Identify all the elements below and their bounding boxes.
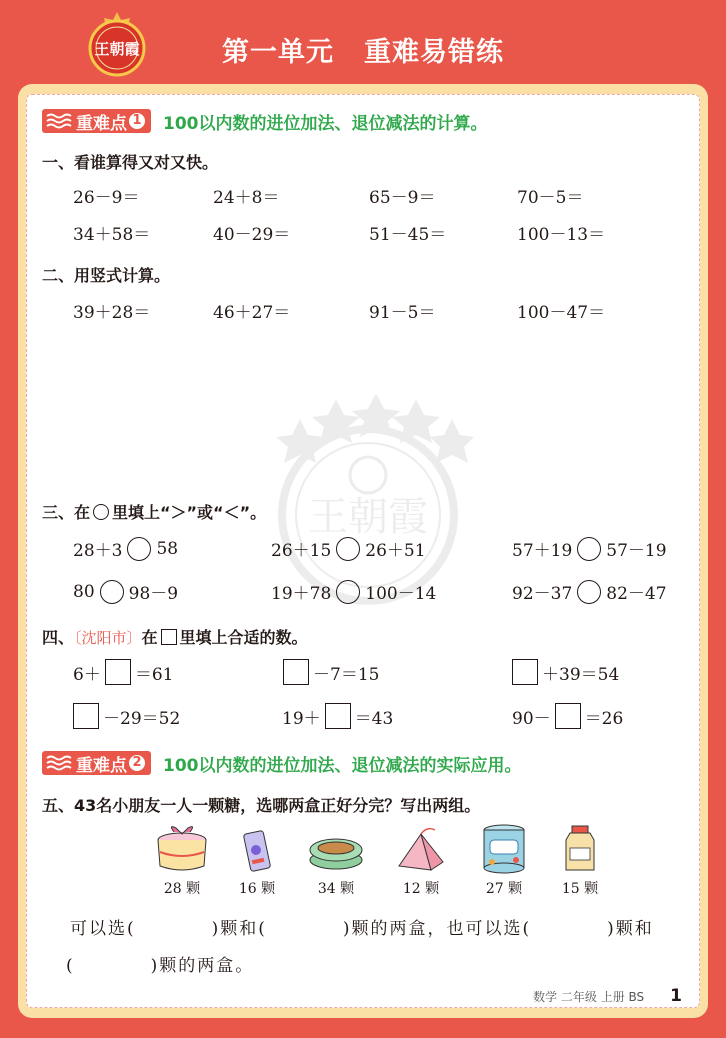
q4-title-mid: 在 [141,628,158,647]
fill-item [512,703,623,729]
section2-text: 100以内数的进位加法、退位减法的实际应用。 [163,755,522,776]
fill-text: ＋39＝54 [542,664,620,685]
q4-title [42,625,308,648]
q1-expr: 26－9＝ [73,188,140,208]
q3-title-post: 里填上“＞”或“＜”。 [112,503,267,522]
box-placeholder-icon [161,629,177,645]
q1-expr: 34＋58＝ [73,225,151,245]
compare-item [512,579,667,604]
compare-item [271,536,426,561]
fill-text: －29＝52 [103,708,181,729]
wave-icon [46,755,72,771]
fill-item [282,703,393,729]
unit-title: 第一单元 [222,37,334,68]
candy-count: 34 颗 [317,881,355,897]
section1-number: 1 [129,113,145,129]
fill-item [279,659,379,685]
q1-expr: 100－13＝ [517,225,606,245]
section1-text: 100以内数的进位加法、退位减法的计算。 [163,113,488,134]
q4-title-pre: 四、 [42,628,75,647]
wave-icon [46,113,72,129]
answer-box[interactable] [555,703,581,729]
section2-badge-label: 重难点 [76,755,127,776]
svg-text:王朝霞: 王朝霞 [308,494,428,540]
compare-right: 57－19 [606,541,667,561]
glass-jar-icon [560,824,600,874]
fill-text: ＝61 [134,664,174,685]
fill-text: 90－ [512,708,551,729]
compare-right: 26＋51 [365,541,426,561]
candy-count: 27 颗 [485,881,523,897]
section2-badge [42,751,151,775]
q4-title-post: 里填上合适的数。 [179,628,308,647]
q1-expr: 70－5＝ [517,188,584,208]
q1-expr: 40－29＝ [213,225,291,245]
drum-container-icon [478,822,530,874]
section1-badge-label: 重难点 [76,113,127,134]
q1-expr: 51－45＝ [369,225,447,245]
q2-expr: 91－5＝ [369,303,436,323]
fill-text: 6＋ [73,664,101,685]
page-number: 1 [670,986,682,1006]
candy-item [393,826,449,898]
compare-item [73,579,178,604]
page-footer [533,986,682,1006]
candy-item [150,826,214,898]
compare-left: 28＋3 [73,541,123,561]
compare-right: 98－9 [128,584,179,604]
gift-box-icon [154,826,210,874]
fill-text: ＝43 [354,708,394,729]
compare-left: 19＋78 [271,584,332,604]
fill-text: －7＝15 [313,664,380,685]
answer-box[interactable] [105,659,131,685]
fill-item [69,703,180,729]
compare-left: 80 [73,581,95,602]
fill-item [508,659,619,685]
section1-badge [42,109,151,133]
fill-text: ＝26 [584,708,624,729]
compare-right: 100－14 [365,584,437,604]
compare-right: 82－47 [606,584,667,604]
compare-left: 92－37 [512,584,573,604]
compare-right: 58 [156,538,179,559]
compare-left: 57＋19 [512,541,573,561]
circle-placeholder-icon [93,504,109,520]
candy-count: 28 颗 [163,881,201,897]
candy-item [229,826,285,898]
answer-sentence-2: ( )颗的两盒。 [66,956,255,976]
q1-expr: 65－9＝ [369,188,436,208]
watermark-logo [262,395,474,607]
compare-circle[interactable] [100,580,124,604]
q3-title-pre: 三、在 [42,503,91,522]
candy-jar-icon [242,826,272,874]
unit-subtitle: 重难易错练 [364,37,504,68]
compare-item [512,536,667,561]
answer-box[interactable] [73,703,99,729]
answer-sentence-1: 可以选( )颗和( )颗的两盒，也可以选( )颗和 [70,919,654,939]
compare-circle[interactable] [127,537,151,561]
compare-circle[interactable] [577,537,601,561]
q2-expr: 100－47＝ [517,303,606,323]
compare-circle[interactable] [577,580,601,604]
compare-left: 26＋15 [271,541,332,561]
candy-item [303,826,369,898]
section1-banner [42,109,488,133]
compare-circle[interactable] [336,580,360,604]
q1-expr: 24＋8＝ [213,188,280,208]
book-info: 数学 二年级 上册 BS [533,989,645,1004]
compare-item [73,536,178,561]
pyramid-box-icon [395,826,447,874]
answer-box[interactable] [283,659,309,685]
page-title [0,30,726,69]
q2-expr: 39＋28＝ [73,303,151,323]
svg-text:王朝霞: 王朝霞 [94,40,140,58]
compare-item [271,579,436,604]
candy-count: 16 颗 [238,881,276,897]
cookie-tin-icon [306,826,366,874]
q2-expr: 46＋27＝ [213,303,291,323]
answer-box[interactable] [512,659,538,685]
section2-number: 2 [129,755,145,771]
q2-title: 二、用竖式计算。 [42,266,171,285]
candy-item [474,822,534,898]
fill-item [73,659,173,685]
q1-title: 一、看谁算得又对又快。 [42,153,219,172]
section2-banner [42,751,522,775]
q5-title: 五、43名小朋友一人一颗糖，选哪两盒正好分完？写出两组。 [42,796,481,815]
compare-circle[interactable] [336,537,360,561]
candy-count: 15 颗 [561,881,599,897]
answer-box[interactable] [325,703,351,729]
q3-title [42,500,266,523]
fill-text: 19＋ [282,708,321,729]
candy-item [553,824,607,898]
candy-count: 12 颗 [402,881,440,897]
region-tag: 〔沈阳市〕 [74,629,142,647]
